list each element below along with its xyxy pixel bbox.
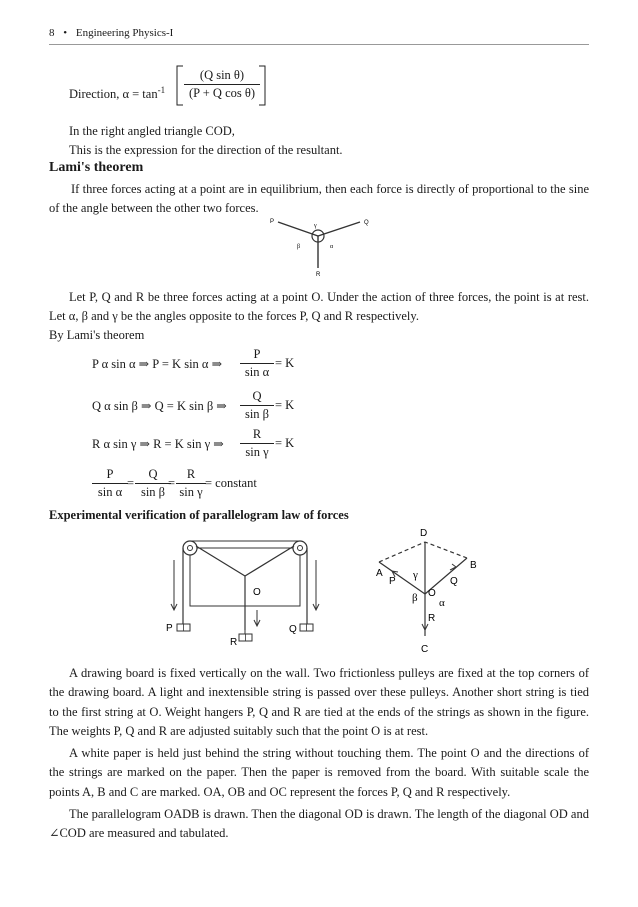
board-label-p: P: [166, 623, 173, 634]
header-rule: [49, 44, 589, 45]
line-bd: [425, 542, 467, 558]
para-label-a: A: [376, 568, 383, 579]
text-cod: In the right angled triangle COD,: [69, 124, 235, 138]
direction-numerator: (Q sin θ): [199, 68, 245, 82]
para-label-q: Q: [450, 576, 458, 587]
eq1-fraction: P sin α: [240, 347, 274, 380]
eq3-right: = K: [275, 436, 295, 450]
experiment-heading: Experimental verification of parallelogram law of forces: [49, 508, 349, 522]
experiment-para1: A drawing board is fixed vertically on the wall. Two frictionless pulleys are fixed at the top corners of the drawing board. A light and inextensible string is passed over these pulleys. Another short string is tied to the first string at O. Weight hangers P, Q and R are tied at the ends of the strings as shown in the figure. The weights P, Q and R are adjusted suitably such that the point O is at rest.: [49, 666, 589, 739]
lami-diagram: [262, 214, 372, 280]
lami-label-beta: β: [297, 244, 301, 250]
line-oa: [379, 562, 425, 594]
eq4-fraction-p: P sin α: [92, 467, 128, 500]
para-label-b: B: [470, 560, 477, 571]
right-pulley: [293, 541, 307, 555]
para-label-p: P: [389, 576, 396, 587]
direction-fraction: [184, 68, 260, 101]
string-left: [196, 546, 245, 576]
eq3-left: R α sin γ ⇒ R = K sin γ ⇒: [92, 437, 224, 451]
parallelogram-diagram: [368, 528, 483, 652]
para-label-o: O: [428, 588, 436, 599]
book-title: Engineering Physics-I: [75, 27, 174, 39]
page-number: 8: [49, 27, 55, 39]
force-q-line: [318, 222, 360, 236]
text-expression: This is the expression for the direction of the resultant.: [69, 143, 343, 157]
lami-heading: Lami's theorem: [49, 160, 144, 175]
board-label-r: R: [230, 637, 238, 648]
experiment-para2: A white paper is held just behind the string without touching them. The point O and the directions of the strings are marked on the paper. Then the paper is removed from the board. With suitable scale the points A, B and C are marked. OA, OB and OC represent the forces P, Q and R respectively.: [49, 746, 589, 799]
lami-label-q: Q: [364, 220, 369, 226]
board-label-q: Q: [289, 624, 297, 635]
para-label-c: C: [421, 644, 429, 652]
para-label-gamma: γ: [413, 569, 418, 581]
lami-label-alpha: α: [330, 244, 334, 250]
para-label-beta: β: [412, 592, 418, 604]
header-bullet: •: [63, 27, 68, 39]
direction-denominator: (P + Q cos θ): [188, 86, 256, 100]
eq4-fraction-q: Q sin β: [135, 467, 171, 500]
running-header: [49, 27, 173, 39]
eq4-right: = constant: [205, 476, 257, 490]
eq4-fraction-r: R sin γ: [176, 467, 206, 500]
lami-label-p: P: [270, 219, 275, 225]
lami-label-gamma: γ: [314, 223, 317, 229]
eq2-left: Q α sin β ⇒ Q = K sin β ⇒: [92, 399, 227, 413]
eq1-right: = K: [275, 356, 295, 370]
lami-label-r: R: [316, 272, 321, 278]
para-label-d: D: [420, 528, 428, 539]
lami-para2: Let P, Q and R be three forces acting at a point O. Under the action of three forces, the point is at rest. Let α, β and γ be the angles opposite to the forces P, Q and R respectively.: [49, 290, 589, 324]
direction-label: Direction, $\alpha = \tan^{-1}$: [69, 85, 166, 102]
para-label-r: R: [428, 613, 436, 624]
string-right: [245, 546, 294, 576]
eq3-fraction: R sin γ: [240, 427, 274, 460]
left-pulley: [183, 541, 197, 555]
para-label-alpha: α: [439, 597, 445, 609]
experiment-para3: The parallelogram OADB is drawn. Then the diagonal OD is drawn. The length of the diagonal OD and ∠COD are measured and tabulated.: [49, 807, 589, 841]
lami-statement: If three forces acting at a point are in equilibrium, then each force is directly of proportional to the sine of the angle between the other two forces.: [49, 182, 589, 216]
line-ad: [379, 542, 425, 562]
board-diagram: [160, 530, 330, 652]
board-label-o: O: [253, 587, 261, 598]
eq4-equals-a: =: [127, 476, 135, 490]
eq2-right: = K: [275, 398, 295, 412]
eq2-fraction: Q sin β: [240, 389, 274, 422]
eq4-equals-b: =: [168, 476, 176, 490]
eq1-left: P α sin α ⇒ P = K sin α ⇒: [92, 357, 223, 371]
by-lami: By Lami's theorem: [49, 328, 145, 342]
